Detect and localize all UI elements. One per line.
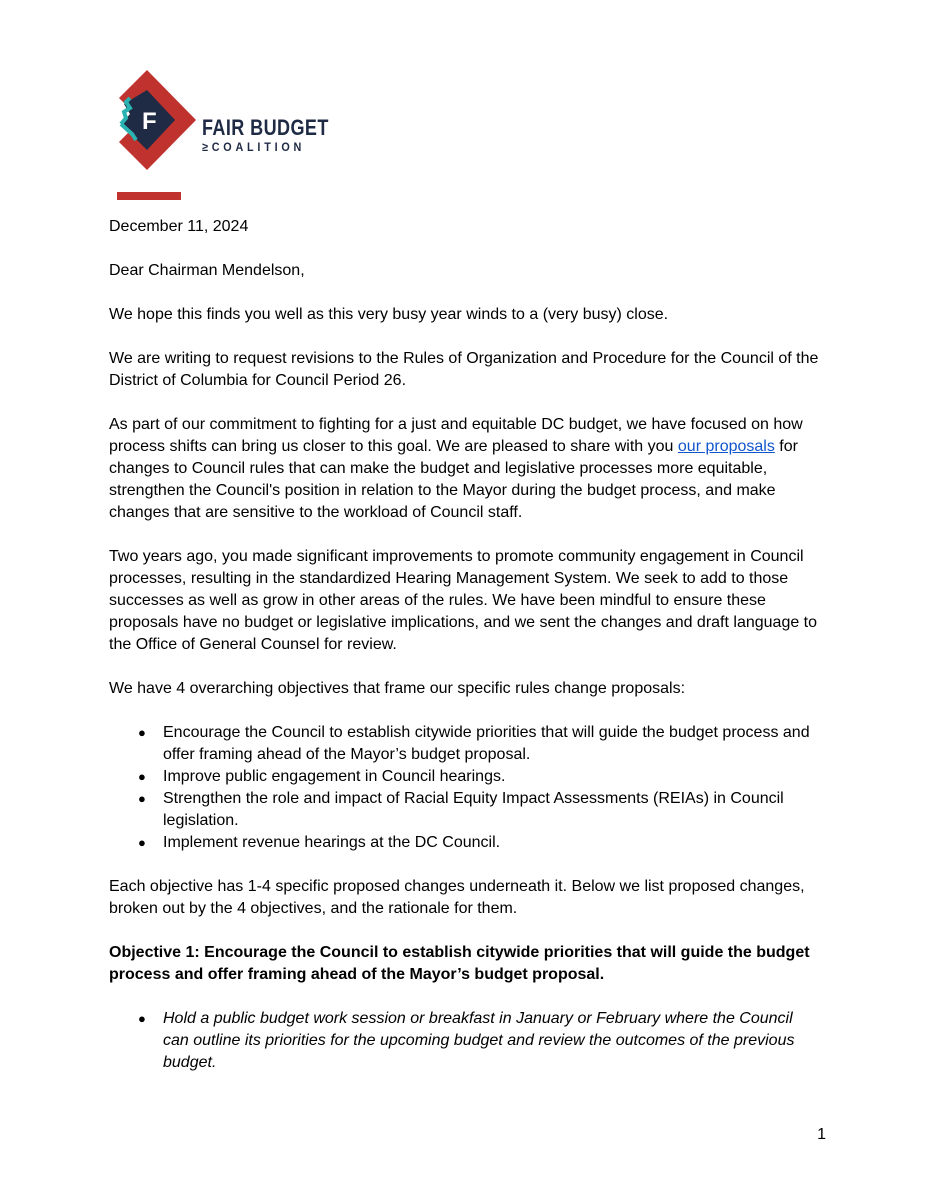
list-item: ● Hold a public budget work session or breakfast in January or February where the Council can outline its priorities for the upcoming budget and review the outcomes of the previous budget. [109, 1008, 821, 1074]
list-item: ● Encourage the Council to establish citywide priorities that will guide the budget process and offer framing ahead of the Mayor’s budget proposal. [109, 722, 821, 766]
paragraph-request: We are writing to request revisions to the Rules of Organization and Procedure for the Council of the District of Columbia for Council Period 26. [109, 350, 819, 389]
paragraph-structure: Each objective has 1-4 specific proposed changes underneath it. Below we list proposed changes, broken out by the 4 objectives, and the rationale for them. [109, 878, 805, 917]
logo-text [202, 116, 357, 154]
paragraph-commitment-text-end: for changes to Council rules that can make the budget and legislative processes more equitable, strengthen the Council's position in relation to the Mayor during the budget process, and make changes that are sensitive to the workload of Council staff. [109, 438, 798, 521]
list-item: ● Implement revenue hearings at the DC Council. [109, 832, 821, 854]
paragraph-objectives-intro: We have 4 overarching objectives that frame our specific rules change proposals: [109, 680, 686, 697]
paragraph-commitment [109, 414, 821, 524]
our-proposals-link[interactable]: our proposals [677, 438, 775, 455]
objective-1-list [109, 1008, 821, 1074]
list-item: ● Improve public engagement in Council hearings. [109, 766, 821, 788]
list-item: ● Strengthen the role and impact of Racial Equity Impact Assessments (REIAs) in Council legislation. [109, 788, 821, 832]
logo-letter: F [142, 108, 157, 135]
fair-budget-coalition-logo [112, 68, 342, 202]
paragraph-history: Two years ago, you made significant improvements to promote community engagement in Council processes, resulting in the standardized Hearing Management System. We seek to add to those successes as well as grow in other areas of the rules. We have been mindful to ensure these proposals have no budget or legislative implications, and we sent the changes and draft language to the Office of General Counsel for review. [109, 548, 818, 653]
logo-subtitle: ≥COALITION [202, 140, 306, 154]
page-number: 1 [817, 1126, 826, 1143]
letter-body [109, 216, 821, 1074]
logo-title: FAIR BUDGET [202, 115, 329, 140]
objective-1-heading: Objective 1: Encourage the Council to establish citywide priorities that will guide the budget process and offer framing ahead of the Mayor’s budget proposal. [109, 944, 810, 983]
letter-date: December 11, 2024 [109, 218, 249, 235]
paragraph-greeting: We hope this finds you well as this very busy year winds to a (very busy) close. [109, 306, 669, 323]
logo-mark-icon [112, 68, 202, 202]
paragraph-commitment-text-start: As part of our commitment to fighting for a just and equitable DC budget, we have focused on how process shifts can bring us closer to this goal. We are pleased to share with you [109, 416, 803, 455]
objectives-list [109, 722, 821, 854]
letter-salutation: Dear Chairman Mendelson, [109, 262, 305, 279]
